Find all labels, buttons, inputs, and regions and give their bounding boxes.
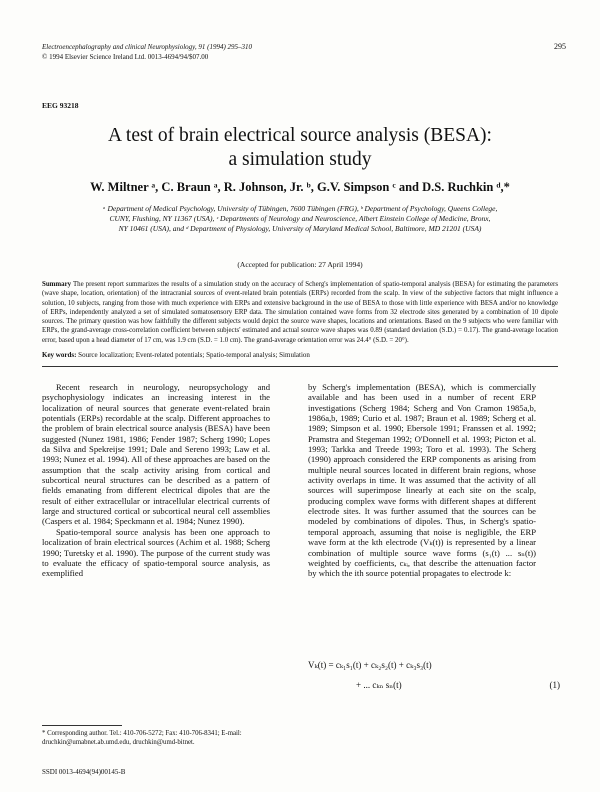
- article-title: [40, 124, 560, 172]
- affiliations: [70, 204, 530, 234]
- affiliation-line-3: NY 10461 (USA), and ᵈ Department of Physiology, University of Maryland Medical School, Baltimore, MD 21201 (USA): [118, 224, 482, 233]
- title-line-1: A test of brain electrical source analysis (BESA):: [108, 125, 492, 146]
- footnote-divider: [42, 725, 122, 726]
- body-paragraph: Spatio-temporal source analysis has been one approach to localization of brain electrical sources (Achim et al. 1988; Scherg 1990; Turetsky et al. 1990). The purpose of the current study was to evaluate the efficacy of spatio-temporal source analysis, as exemplified: [42, 526, 270, 579]
- author-list: W. Miltner ᵃ, C. Braun ᵃ, R. Johnson, Jr. ᵇ, G.V. Simpson ᶜ and D.S. Ruchkin ᵈ,*: [90, 180, 510, 194]
- keywords-label: Key words:: [42, 351, 77, 359]
- equation-number: (1): [549, 680, 560, 690]
- equation-line-2: + ... cₖₙ sₙ(t): [356, 680, 402, 690]
- title-line-2: a simulation study: [228, 149, 372, 170]
- page-number: 295: [554, 42, 566, 51]
- article-code: EEG 93218: [42, 101, 79, 110]
- journal-header: [42, 42, 512, 62]
- summary-text: The present report summarizes the results of a simulation study on the accuracy of Scherg's implementation of spatio-temporal analysis (BESA) for estimating the parameters (wave shape, location, orientation) of the intracranial sources of event-related brain potentials (ERPs) recorded from the scalp. In view of the subjective factors that might influence a solution, 10 subjects, ranging from those with much experience with ERPs and extensive background in the use of BESA to those with little experience with BESA and/or no knowledge of ERPs, independently analyzed a set of simulated somatosensory ERP data. The simulation contained wave forms from 32 electrode sites generated by a combination of 10 dipole sources. The primary question was how faithfully the different subjects would depict the source wave shapes, locations and orientations. Based on the 9 subjects who were familiar with ERPs, the grand-average cross-correlation coefficient between subjects' estimated and actual source wave shapes was 0.89 (standard deviation (S.D.) = 0.17). The grand-average location error, based upon a head diameter of 17 cm, was 1.9 cm (S.D. = 1.0 cm). The grand-average orientation error was 24.4° (S.D. = 20°).: [42, 281, 558, 344]
- left-column: [42, 382, 270, 579]
- body-paragraph: by Scherg's implementation (BESA), which is commercially available and has been used in a number of recent ERP investigations (Scherg 1984; Scherg and Von Cramon 1985a,b, 1986a,b, 1989; Curio et al. 1987; Braun et al. 1989; Scherg et al. 1989; Simpson et al. 1990; Ebersole 1991; Franssen et al. 1992; Pramstra and Stegeman 1992; O'Donnell et al. 1993; Picton et al. 1993; Tarkka and Treede 1993; Toro et al. 1993). The Scherg (1990) approach considered the ERP components as arising from multiple neural sources located in different brain regions, whose activity overlaps in time. It was assumed that the activity of all sources will superimpose linearly at each site on the scalp, producing complex wave forms with different shapes at different electrode sites. It was further assumed that the sources can be modeled by combinations of dipoles. Thus, in Scherg's spatio-temporal approach, assuming that noise is negligible, the ERP wave form at the kth electrode (Vₖ(t)) is represented by a linear combination of multiple source wave forms (s₁(t) ... sₙ(t)) weighted by coefficients, cₖᵢ, that describe the attenuation factor by which the ith source potential propagates to electrode k:: [308, 382, 536, 579]
- summary-label: Summary: [42, 281, 72, 288]
- equation-line-1: Vₖ(t) = cₖ₁s₁(t) + cₖ₂s₂(t) + cₖ₃s₃(t): [308, 660, 432, 670]
- equation-line-2-wrap: [308, 680, 560, 691]
- section-divider: [42, 366, 558, 367]
- keywords-block: [42, 351, 558, 359]
- footnote: * Corresponding author. Tel.: 410-706-5272; Fax: 410-706-8341; E-mail: druchkin@umabnet.ab.umd.edu, druchkin@umd-bitnet.: [42, 730, 242, 746]
- copyright-line: © 1994 Elsevier Science Ireland Ltd. 0013-4694/94/$07.00: [42, 53, 209, 61]
- keywords-text: Source localization; Event-related potentials; Spatio-temporal analysis; Simulation: [78, 351, 310, 359]
- right-column: [308, 382, 536, 579]
- acceptance-date: (Accepted for publication: 27 April 1994): [237, 260, 363, 269]
- journal-citation: Electroencephalography and clinical Neurophysiology, 91 (1994) 295–310: [42, 43, 253, 51]
- affiliation-line-2: CUNY, Flushing, NY 11367 (USA), ᶜ Departments of Neurology and Neuroscience, Albert Einstein College of Medicine, Bronx,: [109, 214, 491, 223]
- affiliation-line-1: ᵃ Department of Medical Psychology, University of Tübingen, 7600 Tübingen (FRG), ᵇ Department of Psychology, Queens College,: [102, 204, 498, 213]
- ssdi-code: SSDI 0013-4694(94)00145-B: [42, 768, 126, 776]
- summary-block: [42, 280, 558, 345]
- body-paragraph: Recent research in neurology, neuropsychology and psychophysiology indicates an increasing interest in the localization of neural sources that generate event-related brain potentials (ERPs) recordable at the scalp. Different approaches to the problem of brain electrical source analysis (BESA) have been suggested (Nunez 1981, 1986; Fender 1987; Scherg 1990; Lopes da Silva and Spekreijse 1991; Dale and Sereno 1993; Law et al. 1993; Nunez et al. 1994). All of these approaches are based on the assumption that the scalp activity arising from cortical and subcortical neural structures can be described as a pattern of fields emanating from different electrical dipoles that are the result of either extracellular or intracellular electrical currents of large and structured cortical or subcortical neural cell assemblies (Caspers et al. 1984; Speckmann et al. 1984; Nunez 1990).: [42, 382, 270, 527]
